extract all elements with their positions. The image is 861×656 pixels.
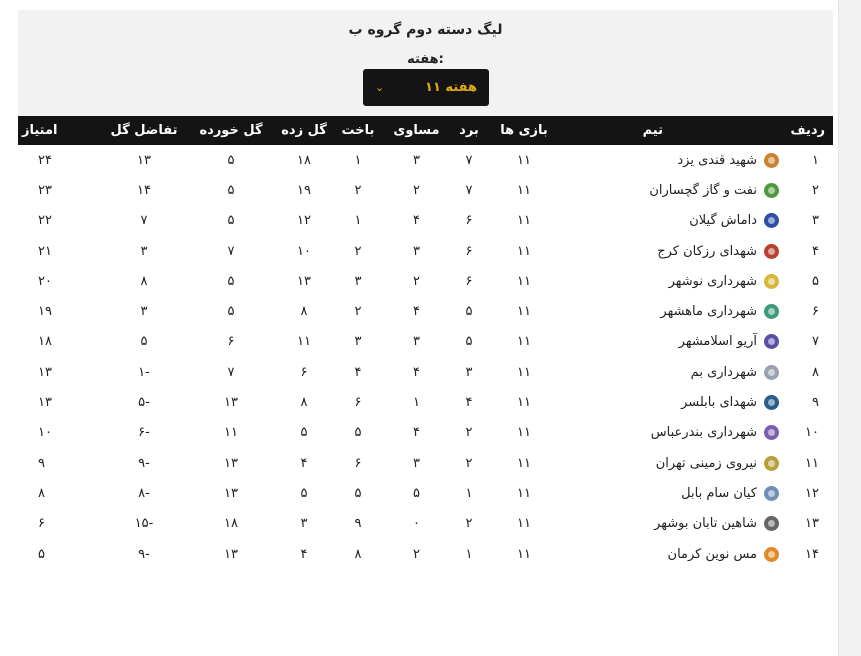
goals-for-cell: ۱۲ (297, 213, 311, 229)
team-cell[interactable] (559, 357, 783, 387)
team-cell[interactable] (559, 478, 783, 508)
goals-against-cell: ۵ (227, 273, 235, 289)
goals-against-cell: ۱۳ (224, 455, 238, 471)
team-cell[interactable] (559, 448, 783, 478)
goal-difference-cell: -۵ (138, 395, 150, 411)
lost-cell: ۸ (354, 546, 362, 562)
drawn-cell: ۰ (413, 516, 420, 532)
goals-against-cell: ۱۸ (224, 516, 238, 532)
won-cell: ۶ (465, 273, 473, 289)
chevron-down-icon: ⌄ (375, 81, 385, 94)
goals-for-cell: ۱۰ (297, 243, 311, 259)
table-row[interactable] (18, 296, 833, 326)
rank-cell: ۳ (812, 213, 819, 229)
played-cell: ۱۱ (517, 152, 531, 168)
goal-difference-cell: ۳ (140, 243, 148, 259)
goal-difference-cell: -۱۵ (134, 516, 154, 532)
played-cell: ۱۱ (517, 455, 531, 471)
goals-for-cell: ۳ (300, 516, 308, 532)
goals-against-cell: ۷ (227, 243, 235, 259)
team-logo-icon (764, 456, 779, 471)
points-cell: ۸ (38, 485, 45, 501)
team-name: شهدای رزکان کرج (657, 243, 757, 259)
played-cell: ۱۱ (517, 485, 531, 501)
team-name: نیروی زمینی تهران (655, 455, 757, 471)
won-cell: ۶ (465, 243, 473, 259)
header-played[interactable]: بازی ها (489, 116, 559, 145)
header-drawn[interactable]: مساوی (384, 116, 449, 145)
table-row[interactable] (18, 418, 833, 448)
team-cell[interactable] (559, 206, 783, 236)
goal-difference-cell: ۷ (140, 213, 148, 229)
won-cell: ۲ (465, 425, 473, 441)
goal-difference-cell: ۱۴ (137, 182, 151, 198)
drawn-cell: ۲ (413, 546, 420, 562)
goals-for-cell: ۱۸ (297, 152, 311, 168)
team-logo-icon (764, 486, 779, 501)
team-logo-icon (764, 425, 779, 440)
points-cell: ۵ (38, 546, 45, 562)
won-cell: ۴ (465, 395, 473, 411)
goals-against-cell: ۵ (227, 304, 235, 320)
lost-cell: ۱ (354, 213, 362, 229)
header-lost[interactable]: باخت (332, 116, 384, 145)
team-name: کیان سام بابل (681, 485, 757, 501)
drawn-cell: ۵ (413, 485, 420, 501)
team-cell[interactable] (559, 327, 783, 357)
team-name: شهید قندی یزد (677, 152, 757, 168)
points-cell: ۱۸ (38, 334, 52, 350)
team-logo-icon (764, 183, 779, 198)
goal-difference-cell: -۹ (138, 455, 150, 471)
standings-table-wrapper (18, 116, 833, 569)
drawn-cell: ۴ (413, 213, 420, 229)
team-cell[interactable] (559, 539, 783, 569)
league-title: لیگ دسته دوم گروه ب (348, 22, 503, 38)
rank-cell: ۱۴ (805, 546, 819, 562)
team-name: شهرداری بندرعباس (650, 425, 757, 441)
won-cell: ۱ (465, 546, 473, 562)
table-row[interactable] (18, 327, 833, 357)
table-header-row (18, 116, 833, 145)
team-name: شهرداری بم (690, 364, 757, 380)
goals-for-cell: ۸ (300, 304, 308, 320)
rank-cell: ۱۱ (805, 455, 819, 471)
lost-cell: ۴ (354, 364, 362, 380)
rank-cell: ۷ (812, 334, 819, 350)
won-cell: ۷ (465, 152, 473, 168)
played-cell: ۱۱ (517, 395, 531, 411)
goal-difference-cell: ۵ (140, 334, 148, 350)
week-dropdown[interactable] (363, 69, 489, 106)
lost-cell: ۵ (354, 425, 362, 441)
lost-cell: ۲ (354, 304, 362, 320)
goals-against-cell: ۱۱ (224, 425, 238, 441)
points-cell: ۱۳ (38, 364, 52, 380)
rank-cell: ۸ (812, 364, 819, 380)
header-goals-for[interactable]: گل زده (276, 116, 332, 145)
rank-cell: ۲ (812, 182, 819, 198)
points-cell: ۲۱ (38, 243, 52, 259)
league-header (18, 10, 833, 116)
rank-cell: ۱۳ (805, 516, 819, 532)
goals-against-cell: ۶ (227, 334, 235, 350)
team-logo-icon (764, 516, 779, 531)
goals-for-cell: ۱۹ (297, 182, 311, 198)
team-logo-icon (764, 244, 779, 259)
won-cell: ۷ (465, 182, 473, 198)
header-won[interactable]: برد (449, 116, 489, 145)
team-logo-icon (764, 395, 779, 410)
points-cell: ۲۳ (38, 182, 52, 198)
goal-difference-cell: ۱۳ (137, 152, 151, 168)
rank-cell: ۹ (812, 395, 819, 411)
won-cell: ۳ (465, 364, 473, 380)
rank-cell: ۵ (812, 273, 819, 289)
points-cell: ۱۰ (38, 425, 52, 441)
header-points[interactable]: امتیاز (18, 116, 102, 145)
points-cell: ۶ (38, 516, 45, 532)
drawn-cell: ۳ (413, 455, 420, 471)
goals-for-cell: ۱۱ (297, 334, 311, 350)
team-name: شاهین تابان بوشهر (654, 516, 757, 532)
week-selected-value: هفته ۱۱ (425, 80, 477, 95)
header-team[interactable]: تیم (559, 116, 783, 145)
points-cell: ۱۹ (38, 304, 52, 320)
goal-difference-cell: ۸ (140, 273, 148, 289)
team-cell[interactable] (559, 145, 783, 175)
points-cell: ۲۲ (38, 213, 52, 229)
played-cell: ۱۱ (517, 334, 531, 350)
header-goals-against[interactable]: گل خورده (186, 116, 276, 145)
right-edge-strip (838, 0, 861, 656)
drawn-cell: ۳ (413, 334, 420, 350)
rank-cell: ۱۰ (805, 425, 819, 441)
team-name: داماش گیلان (689, 213, 757, 229)
drawn-cell: ۳ (413, 152, 420, 168)
rank-cell: ۱ (812, 152, 819, 168)
team-cell[interactable] (559, 236, 783, 266)
team-name: شهدای بابلسر (681, 395, 757, 411)
table-row[interactable] (18, 448, 833, 478)
team-cell[interactable] (559, 509, 783, 539)
rank-cell: ۱۲ (805, 485, 819, 501)
lost-cell: ۹ (354, 516, 362, 532)
goal-difference-cell: -۶ (138, 425, 150, 441)
drawn-cell: ۴ (413, 304, 420, 320)
team-cell[interactable] (559, 175, 783, 205)
table-row[interactable] (18, 206, 833, 236)
played-cell: ۱۱ (517, 182, 531, 198)
goals-for-cell: ۴ (300, 455, 308, 471)
team-logo-icon (764, 304, 779, 319)
team-cell[interactable] (559, 266, 783, 296)
drawn-cell: ۴ (413, 364, 420, 380)
won-cell: ۱ (465, 485, 473, 501)
drawn-cell: ۱ (413, 395, 420, 411)
goal-difference-cell: -۸ (138, 485, 150, 501)
team-logo-icon (764, 153, 779, 168)
goals-for-cell: ۵ (300, 425, 308, 441)
goals-against-cell: ۱۳ (224, 546, 238, 562)
goals-against-cell: ۵ (227, 213, 235, 229)
team-name: شهرداری نوشهر (668, 273, 757, 289)
week-label: هفته: (407, 52, 444, 67)
team-name: مس نوین کرمان (667, 546, 757, 562)
standings-table (18, 116, 833, 569)
drawn-cell: ۴ (413, 425, 420, 441)
table-row[interactable] (18, 145, 833, 175)
table-row[interactable] (18, 539, 833, 569)
rank-cell: ۴ (812, 243, 819, 259)
played-cell: ۱۱ (517, 546, 531, 562)
goals-against-cell: ۱۳ (224, 485, 238, 501)
points-cell: ۹ (38, 455, 45, 471)
goals-against-cell: ۵ (227, 152, 235, 168)
team-logo-icon (764, 547, 779, 562)
table-row[interactable] (18, 175, 833, 205)
goal-difference-cell: -۱ (138, 364, 150, 380)
lost-cell: ۱ (354, 152, 362, 168)
goal-difference-cell: -۹ (138, 546, 150, 562)
lost-cell: ۶ (354, 395, 362, 411)
won-cell: ۶ (465, 213, 473, 229)
goals-for-cell: ۵ (300, 485, 308, 501)
goals-for-cell: ۱۳ (297, 273, 311, 289)
goals-for-cell: ۶ (300, 364, 308, 380)
team-name: نفت و گاز گچساران (649, 182, 757, 198)
lost-cell: ۵ (354, 485, 362, 501)
drawn-cell: ۲ (413, 182, 420, 198)
team-cell[interactable] (559, 418, 783, 448)
goals-against-cell: ۷ (227, 364, 235, 380)
drawn-cell: ۲ (413, 273, 420, 289)
team-name: شهرداری ماهشهر (660, 304, 757, 320)
table-row[interactable] (18, 266, 833, 296)
played-cell: ۱۱ (517, 273, 531, 289)
played-cell: ۱۱ (517, 243, 531, 259)
lost-cell: ۲ (354, 182, 362, 198)
team-logo-icon (764, 274, 779, 289)
drawn-cell: ۳ (413, 243, 420, 259)
table-row[interactable] (18, 478, 833, 508)
played-cell: ۱۱ (517, 364, 531, 380)
table-row[interactable] (18, 387, 833, 417)
won-cell: ۲ (465, 516, 473, 532)
goals-for-cell: ۸ (300, 395, 308, 411)
played-cell: ۱۱ (517, 516, 531, 532)
table-row[interactable] (18, 357, 833, 387)
team-logo-icon (764, 365, 779, 380)
team-name: آریو اسلامشهر (678, 334, 757, 350)
won-cell: ۲ (465, 455, 473, 471)
played-cell: ۱۱ (517, 304, 531, 320)
team-logo-icon (764, 213, 779, 228)
won-cell: ۵ (465, 334, 473, 350)
goal-difference-cell: ۳ (140, 304, 148, 320)
won-cell: ۵ (465, 304, 473, 320)
header-goal-difference[interactable]: تفاضل گل (102, 116, 186, 145)
goals-against-cell: ۵ (227, 182, 235, 198)
played-cell: ۱۱ (517, 425, 531, 441)
team-cell[interactable] (559, 296, 783, 326)
goals-for-cell: ۴ (300, 546, 308, 562)
points-cell: ۲۴ (38, 152, 52, 168)
points-cell: ۱۳ (38, 395, 52, 411)
played-cell: ۱۱ (517, 213, 531, 229)
lost-cell: ۶ (354, 455, 362, 471)
table-row[interactable] (18, 509, 833, 539)
team-cell[interactable] (559, 387, 783, 417)
goals-against-cell: ۱۳ (224, 395, 238, 411)
header-rank[interactable]: ردیف (783, 116, 833, 145)
rank-cell: ۶ (812, 304, 819, 320)
lost-cell: ۲ (354, 243, 362, 259)
team-logo-icon (764, 334, 779, 349)
points-cell: ۲۰ (38, 273, 52, 289)
lost-cell: ۳ (354, 334, 362, 350)
table-row[interactable] (18, 236, 833, 266)
lost-cell: ۳ (354, 273, 362, 289)
